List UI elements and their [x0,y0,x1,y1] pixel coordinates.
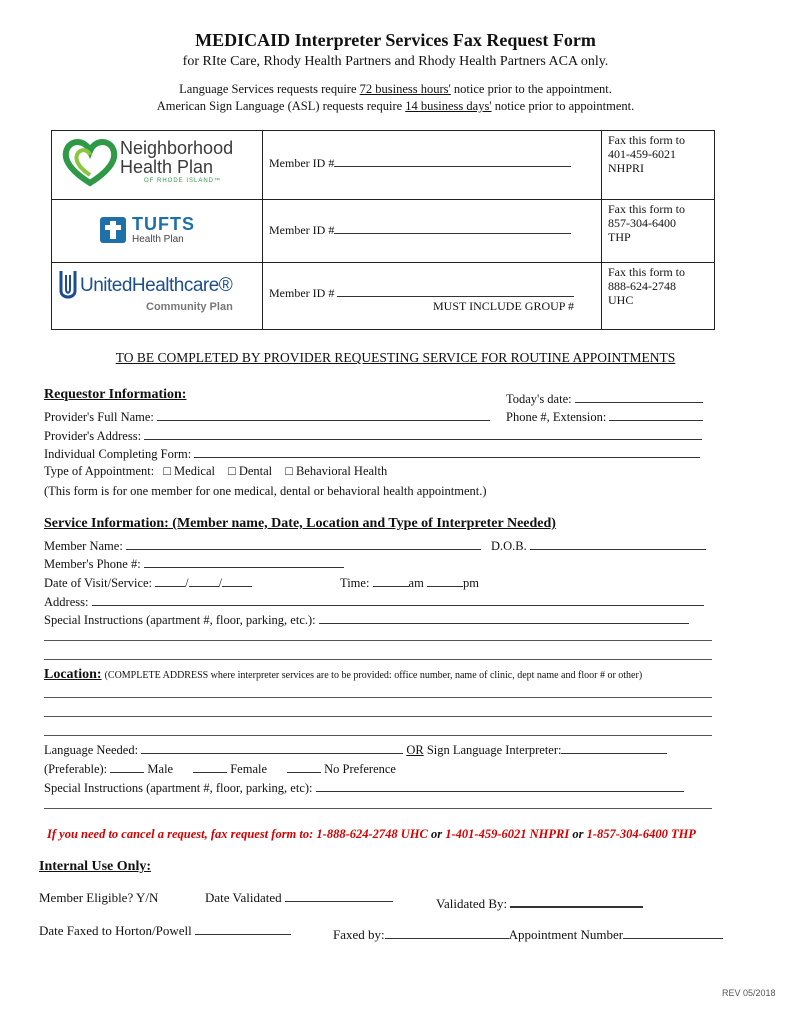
provider-banner: TO BE COMPLETED BY PROVIDER REQUESTING SERVICE FOR ROUTINE APPOINTMENTS [115,350,676,365]
form-title: MEDICAID Interpreter Services Fax Request Form [195,30,596,50]
member-phone-field[interactable] [144,556,344,568]
group-number-note: MUST INCLUDE GROUP # [433,299,575,313]
location-special-line-2[interactable] [44,808,712,809]
member-name-row: Member Name: [44,538,481,554]
service-special-line-2[interactable] [44,640,712,641]
tufts-logo [52,200,263,263]
no-preference-field[interactable] [287,761,321,773]
fax-number: 888-624-2748 [608,279,676,293]
male-field[interactable] [110,761,144,773]
gender-preference-row: (Preferable): Male Female No Preference [44,762,396,776]
form-subtitle: for RIte Care, Rhody Health Partners and Rhody Health Partners ACA only. [182,54,609,69]
language-field[interactable] [141,742,403,754]
sign-language-field[interactable] [561,742,667,754]
individual-row: Individual Completing Form: [44,446,700,462]
cancel-notice: If you need to cancel a request, fax request form to: 1-888-624-2748 UHC or 1-401-459-6021 NHPRI or 1-857-304-6400 THP [47,827,696,841]
location-line-3[interactable] [44,735,712,736]
health-plan-table [51,130,715,330]
dob-field[interactable] [530,538,706,550]
member-id-label: Member ID # [269,156,335,170]
time-am-field[interactable] [373,575,409,587]
service-special-row: Special Instructions (apartment #, floor, parking, etc.): [44,612,689,628]
fax-cell-uhc: Fax this form to 888-624-2748 UHC [602,263,715,330]
validated-by-row: Validated By: [436,895,643,912]
uhc-logo [52,263,263,330]
location-line-1[interactable] [44,697,712,698]
member-name-field[interactable] [126,538,481,550]
service-special-line-3[interactable] [44,659,712,660]
tufts-subname: Health Plan [132,234,184,245]
faxed-by-field[interactable] [385,927,509,939]
dental-checkbox[interactable]: □ [228,464,236,478]
phone-field[interactable] [609,409,703,421]
language-row: Language Needed: OR Sign Language Interpreter: [44,742,667,758]
location-special-field[interactable] [316,780,684,792]
fax-cell-thp: Fax this form to 857-304-6400 THP [602,200,715,263]
todays-date-field[interactable] [575,391,703,403]
revision-label: REV 05/2018 [722,988,776,998]
location-description: (COMPLETE ADDRESS where interpreter services are to be provided: office number, name of clinic, dept name and floor # or other) [104,670,643,681]
provider-address-row: Provider's Address: [44,428,702,444]
plan-row-thp [52,200,715,263]
date-validated-row: Date Validated [205,890,393,906]
appointment-type-row: Type of Appointment: □ Medical □ Dental □ Behavioral Health [44,464,388,478]
visit-month-field[interactable] [155,575,185,587]
uhc-u-icon [58,269,78,305]
date-validated-field[interactable] [285,890,393,902]
member-id-cell [263,200,602,263]
language-notice: Language Services requests require 72 business hours' notice prior to the appointment. [179,82,612,96]
provider-name-row: Provider's Full Name: [44,409,490,425]
nhp-tagline: OF RHODE ISLAND™ [144,178,222,184]
service-heading: Service Information: (Member name, Date, Location and Type of Interpreter Needed) [44,516,556,531]
appointment-number-field[interactable] [623,927,723,939]
phone-row: Phone #, Extension: [506,409,703,425]
asl-notice: American Sign Language (ASL) requests require 14 business days' notice prior to appointment. [156,99,635,113]
internal-use-heading: Internal Use Only: [39,859,151,874]
location-line-2[interactable] [44,716,712,717]
time-row: Time: am pm [340,576,479,590]
fax-number: 401-459-6021 [608,147,676,161]
nhp-logo [52,131,263,200]
member-id-field-uhc[interactable] [337,285,574,297]
provider-address-field[interactable] [144,428,702,440]
location-special-row: Special Instructions (apartment #, floor, parking, etc): [44,780,684,796]
time-pm-field[interactable] [427,575,463,587]
tufts-name: TUFTS [132,214,195,234]
fax-cell-nhpri: Fax this form to 401-459-6021 NHPRI [602,131,715,200]
member-eligible-label: Member Eligible? Y/N [39,890,159,905]
location-heading: Location: [44,667,102,682]
provider-name-field[interactable] [157,409,490,421]
validated-by-field[interactable] [510,895,643,908]
service-address-field[interactable] [92,594,704,606]
fax-number: 857-304-6400 [608,216,676,230]
date-faxed-row: Date Faxed to Horton/Powell [39,923,291,939]
member-id-cell [263,263,602,330]
requestor-heading: Requestor Information: [44,387,187,402]
individual-field[interactable] [194,446,700,458]
member-phone-row: Member's Phone #: [44,556,344,572]
plan-row-uhc [52,263,715,330]
member-id-label: Member ID # [269,286,335,300]
visit-year-field[interactable] [222,575,252,587]
date-faxed-field[interactable] [195,923,291,935]
visit-day-field[interactable] [189,575,219,587]
nhp-name: Neighborhood Health Plan [120,138,234,177]
behavioral-checkbox[interactable]: □ [285,464,293,478]
faxed-by-row: Faxed by: Appointment Number [333,927,723,943]
form-scope-note: (This form is for one member for one medical, dental or behavioral health appointment.) [44,484,487,498]
visit-date-row: Date of Visit/Service: / / [44,575,252,591]
uhc-subname: Community Plan [146,301,233,313]
location-heading-row [44,667,642,683]
todays-date-row: Today's date: [506,391,703,407]
tufts-shield-icon [100,217,126,243]
plan-row-nhpri [52,131,715,200]
nhp-heart-icon [60,137,120,187]
service-special-field[interactable] [319,612,689,624]
member-id-field-thp[interactable] [334,222,571,234]
uhc-name: UnitedHealthcare® [80,275,233,296]
service-address-row: Address: [44,594,704,610]
dob-row: D.O.B. [491,538,706,554]
member-id-cell [263,131,602,200]
member-id-label: Member ID # [269,223,335,237]
medical-checkbox[interactable]: □ [163,464,171,478]
member-id-field-nhpri[interactable] [334,155,571,167]
